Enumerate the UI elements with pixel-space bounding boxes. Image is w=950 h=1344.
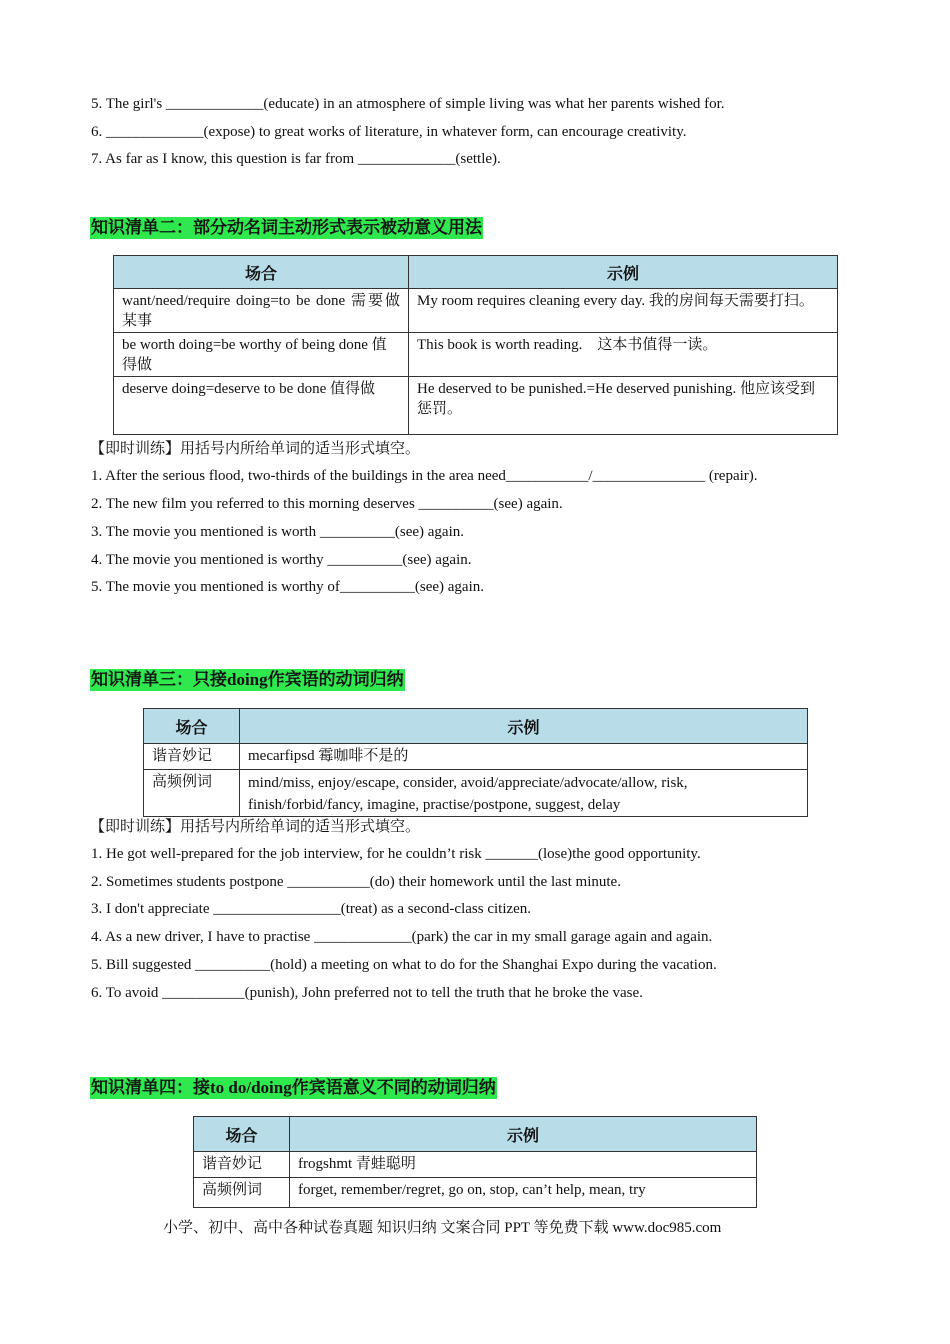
table-cell: frogshmt 青蛙聪明	[290, 1152, 757, 1178]
table-cell: be worth doing=be worthy of being done 值得做	[114, 333, 409, 377]
table-header: 场合	[114, 256, 409, 289]
page-footer: 小学、初中、高中各种试卷真题 知识归纳 文案合同 PPT 等免费下载 www.doc985.com	[163, 1220, 722, 1236]
table-header: 示例	[240, 709, 808, 744]
table-row	[144, 770, 808, 817]
table-row	[194, 1178, 757, 1208]
exercise-line: 4. As a new driver, I have to practise _____________(park) the car in my small garage again and again.	[91, 929, 713, 945]
table-cell: forget, remember/regret, go on, stop, can’t help, mean, try	[290, 1178, 757, 1208]
section-2-heading: 知识清单二：部分动名词主动形式表示被动意义用法	[91, 218, 482, 238]
exercise-line: 6. To avoid ___________(punish), John preferred not to tell the truth that he broke the vase.	[91, 985, 643, 1001]
table-row	[114, 289, 838, 333]
practice-title: 【即时训练】用括号内所给单词的适当形式填空。	[90, 441, 421, 457]
exercise-line: 3. I don't appreciate _________________(treat) as a second-class citizen.	[91, 901, 532, 917]
table-cell: deserve doing=deserve to be done 值得做	[114, 377, 409, 435]
table-header: 场合	[144, 709, 240, 744]
exercise-line: 4. The movie you mentioned is worthy __________(see) again.	[91, 552, 472, 568]
table-cell: 谐音妙记	[194, 1152, 290, 1178]
table-header-row	[144, 709, 808, 744]
table-row	[114, 333, 838, 377]
table-header-row	[194, 1117, 757, 1152]
table-header: 示例	[290, 1117, 757, 1152]
table-row	[114, 377, 838, 435]
table-header: 场合	[194, 1117, 290, 1152]
exercise-line: 6. _____________(expose) to great works of literature, in whatever form, can encourage creativity.	[91, 124, 687, 140]
table-cell: 高频例词	[194, 1178, 290, 1208]
exercise-line: 7. As far as I know, this question is far from _____________(settle).	[91, 151, 501, 167]
heading-text: 知识清单四：接	[91, 1078, 210, 1098]
heading-text-en: to do/doing	[210, 1078, 292, 1097]
section-3-heading	[90, 669, 405, 691]
table-cell: My room requires cleaning every day. 我的房间每天需要打扫。	[409, 289, 838, 333]
exercise-line: 1. After the serious flood, two-thirds of the buildings in the area need___________/_______________ (repair).	[91, 468, 758, 484]
table-cell: mind/miss, enjoy/escape, consider, avoid/appreciate/advocate/allow, risk, finish/forbid/fancy, imagine, practise/postpone, suggest, delay	[240, 770, 808, 817]
section-2-table	[113, 255, 838, 435]
heading-text-en: doing	[227, 670, 268, 689]
section-4-table	[193, 1116, 757, 1208]
exercise-line: 3. The movie you mentioned is worth __________(see) again.	[91, 524, 464, 540]
heading-text: 知识清单三：只接	[91, 670, 227, 690]
table-cell: 谐音妙记	[144, 744, 240, 770]
table-header-row	[114, 256, 838, 289]
exercise-line: 5. The girl's _____________(educate) in an atmosphere of simple living was what her parents wished for.	[91, 96, 725, 112]
exercise-line: 1. He got well-prepared for the job interview, for he couldn’t risk _______(lose)the good opportunity.	[91, 846, 701, 862]
table-cell: This book is worth reading. 这本书值得一读。	[409, 333, 838, 377]
practice-title: 【即时训练】用括号内所给单词的适当形式填空。	[90, 819, 421, 835]
table-row	[194, 1152, 757, 1178]
section-3-table	[143, 708, 808, 817]
table-header: 示例	[409, 256, 838, 289]
section-4-heading	[90, 1077, 497, 1099]
table-cell: He deserved to be punished.=He deserved punishing. 他应该受到惩罚。	[409, 377, 838, 435]
heading-text: 作宾语的动词归纳	[267, 670, 404, 690]
exercise-line: 5. Bill suggested __________(hold) a meeting on what to do for the Shanghai Expo during the vacation.	[91, 957, 717, 973]
table-row	[144, 744, 808, 770]
exercise-line: 2. Sometimes students postpone ___________(do) their homework until the last minute.	[91, 874, 621, 890]
exercise-line: 2. The new film you referred to this morning deserves __________(see) again.	[91, 496, 563, 512]
table-cell: mecarfipsd 霉咖啡不是的	[240, 744, 808, 770]
table-cell: want/need/require doing=to be done 需要做某事	[114, 289, 409, 333]
heading-text: 作宾语意义不同的动词归纳	[291, 1078, 496, 1098]
table-cell: 高频例词	[144, 770, 240, 817]
exercise-line: 5. The movie you mentioned is worthy of__________(see) again.	[91, 579, 484, 595]
